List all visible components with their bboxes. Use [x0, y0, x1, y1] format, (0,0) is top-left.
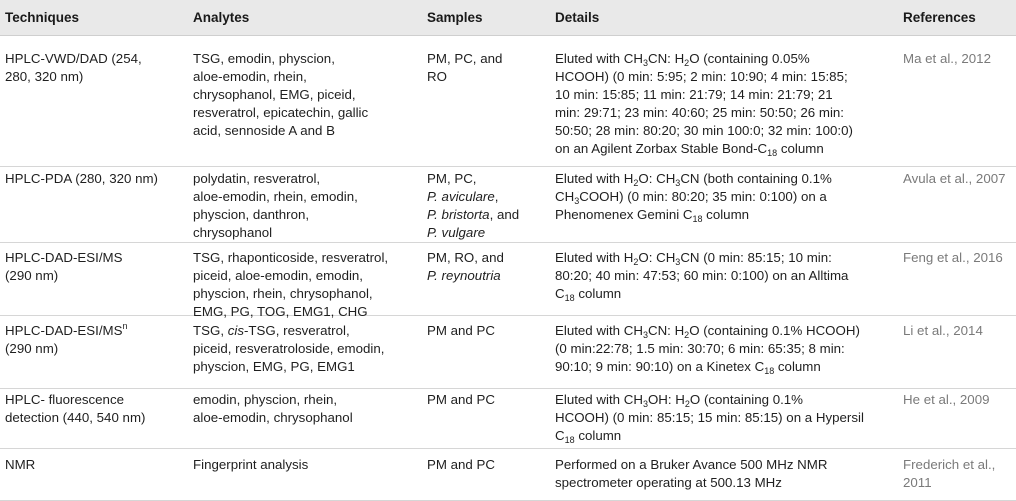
cell-samples: PM, PC, and RO: [427, 51, 503, 84]
cell-technique: HPLC-DAD-ESI/MS (290 nm): [5, 250, 123, 283]
header-techniques: Techniques: [5, 10, 80, 25]
cell-technique: HPLC-VWD/DAD (254, 280, 320 nm): [5, 51, 142, 84]
cell-reference: Avula et al., 2007: [903, 171, 1006, 186]
cell-technique: HPLC-PDA (280, 320 nm): [5, 171, 158, 186]
table-row: [0, 35, 1016, 167]
cell-samples: PM and PC: [427, 457, 495, 472]
cell-samples: PM and PC: [427, 392, 495, 407]
cell-technique: NMR: [5, 457, 36, 472]
table-row: [0, 166, 1016, 243]
cell-reference: Ma et al., 2012: [903, 51, 991, 66]
cell-details: Eluted with $CH_3OH$: $H_2O$ (containing 0.1% HCOOH) (0 min: 85:15; 15 min: 85:15) on a Hypersil $C_{18}$ column: [555, 392, 864, 445]
cell-technique: HPLC-$DAD-ESI/MS^n$ (290 nm): [5, 321, 128, 356]
cell-reference: Feng et al., 2016: [903, 250, 1003, 265]
cell-reference: He et al., 2009: [903, 392, 990, 407]
cell-analytes: emodin, physcion, rhein, aloe-emodin, chrysophanol: [193, 392, 353, 425]
cell-analytes: TSG, emodin, physcion, aloe-emodin, rhein, chrysophanol, EMG, piceid, resveratrol, epicatechin, gallic acid, sennoside A and B: [193, 51, 369, 138]
cell-analytes: TSG, cis-TSG, resveratrol, piceid, resveratroloside, emodin, physcion, EMG, PG, EMG1: [193, 323, 385, 374]
cell-samples: PM, PC, P. aviculare, P. bristorta, and P. vulgare: [427, 171, 520, 240]
header-details: Details: [555, 10, 600, 25]
cell-analytes: Fingerprint analysis: [193, 457, 309, 472]
cell-reference: Li et al., 2014: [903, 323, 983, 338]
cell-details: Eluted with $CH_3CN$: $H_2O$ (containing 0.1% HCOOH) (0 min:22:78; 1.5 min: 30:70; 6 min: 65:35; 8 min: 90:10; 9 min: 90:10) on a Kinetex $C_{18}$ column: [555, 323, 860, 376]
table-row: [0, 315, 1016, 389]
header-analytes: Analytes: [193, 10, 250, 25]
table-row: [0, 242, 1016, 319]
cell-details: Eluted with $CH_3CN$: $H_2O$ (containing 0.05% HCOOH) (0 min: 5:95; 2 min: 10:90; 4 min: 15:85; 10 min: 15:85; 11 min: 21:79; 14 min: 21:79; 21 min: 29:71; 23 min: 40:60; 25 min: 50:50; 26 min: 50:50; 28 min: 80:20; 30 min 100:0; 32 min: 100:0) on an Agilent Zorbax Stable Bond-$C_{18}$ column: [555, 51, 853, 158]
table-row: [0, 388, 1016, 449]
cell-details: Performed on a Bruker Avance 500 MHz NMR spectrometer operating at 500.13 MHz: [555, 457, 828, 490]
cell-reference: Frederich et al., 2011: [903, 457, 996, 490]
cell-details: Eluted with $H_2O$: $CH_3CN$ (both containing 0.1% $CH_3COOH$) (0 min: 80:20; 35 min: 0:100) on a Phenomenex Gemini $C_{18}$ column: [555, 171, 832, 224]
cell-samples: PM, RO, and P. reynoutria: [427, 250, 504, 283]
header-samples: Samples: [427, 10, 483, 25]
table-header: [0, 0, 1016, 36]
header-references: References: [903, 10, 976, 25]
cell-analytes: polydatin, resveratrol, aloe-emodin, rhein, emodin, physcion, danthron, chrysophanol: [193, 171, 358, 240]
table-row: [0, 448, 1016, 501]
cell-details: Eluted with $H_2O$: $CH_3CN$ (0 min: 85:15; 10 min: 80:20; 40 min: 47:53; 60 min: 0:100) on an Alltima $C_{18}$ column: [555, 250, 849, 303]
cell-technique: HPLC- fluorescence detection (440, 540 nm): [5, 392, 146, 425]
cell-analytes: TSG, rhaponticoside, resveratrol, piceid, aloe-emodin, emodin, physcion, rhein, chrysophanol, EMG, PG, TOG, EMG1, CHG: [193, 250, 389, 319]
cell-samples: PM and PC: [427, 323, 495, 338]
